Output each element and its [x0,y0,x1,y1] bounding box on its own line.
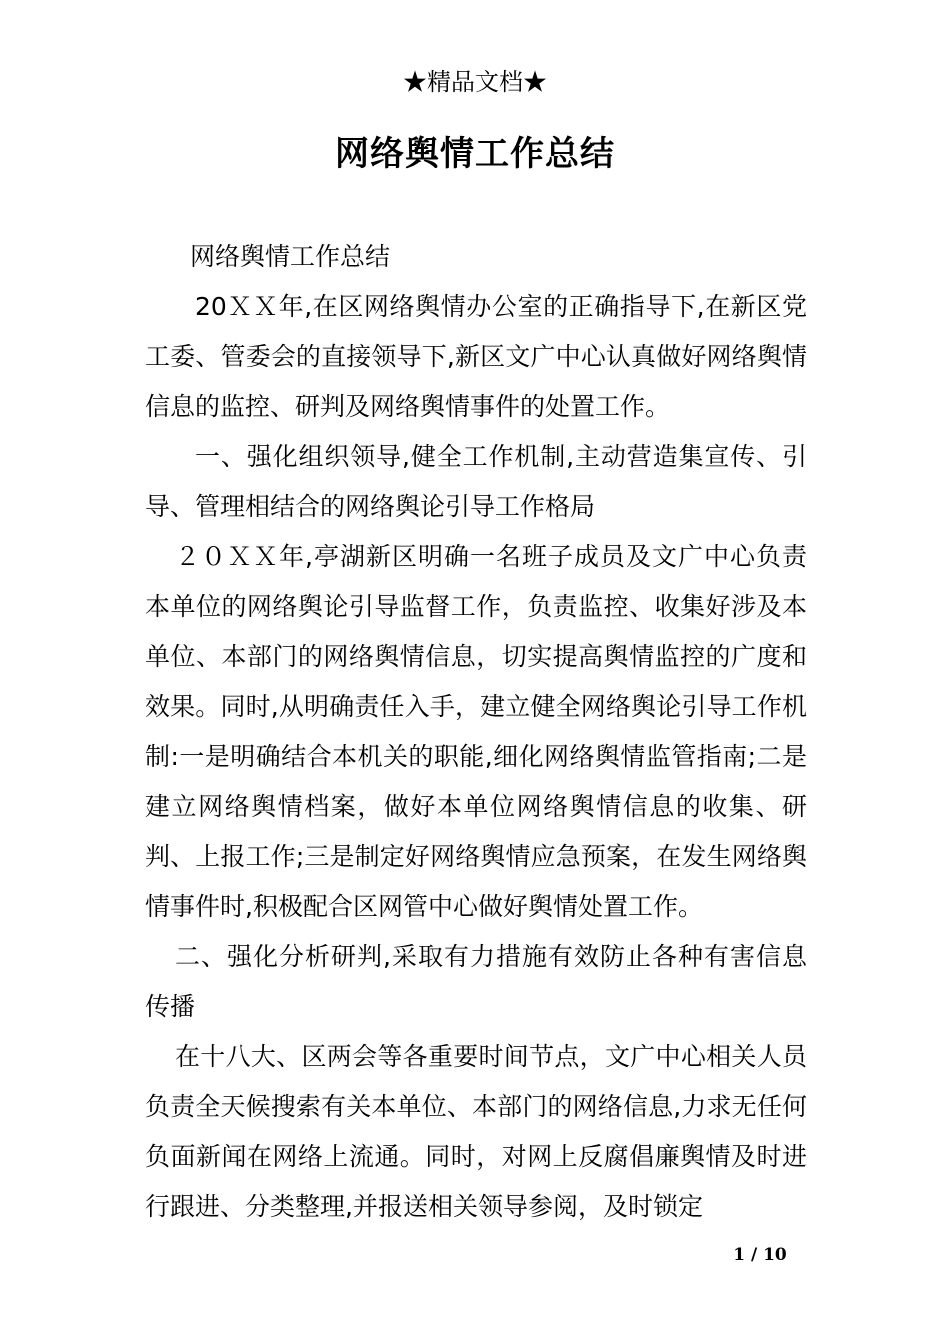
paragraph-section-1: ２０ＸＸ年,亭湖新区明确一名班子成员及文广中心负责本单位的网络舆论引导监督工作，负责监控、收集好涉及本单位、本部门的网络舆情信息，切实提高舆情监控的广度和效果。同时,从明确责任入手，建立健全网络舆论引导工作机制:一是明确结合本机关的职能,细化网络舆情监管指南;二是建立网络舆情档案，做好本单位网络舆情信息的收集、研判、上报工作;三是制定好网络舆情应急预案，在发生网络舆情事件时,积极配合区网管中心做好舆情处置工作。 [145,542,807,921]
paragraph-section-2: 在十八大、区两会等各重要时间节点，文广中心相关人员负责全天候搜索有关本单位、本部门的网络信息,力求无任何负面新闻在网络上流通。同时，对网上反腐倡廉舆情及时进行跟进、分类整理,并报送相关领导参阅，及时锁定 [145,1042,807,1221]
document-body [145,232,807,1232]
header-mark: ★精品文档★ [403,68,547,96]
body-subtitle: 网络舆情工作总结 [190,242,391,271]
paragraph-intro: 20ＸＸ年,在区网络舆情办公室的正确指导下,在新区党工委、管委会的直接领导下,新区文广中心认真做好网络舆情信息的监控、研判及网络舆情事件的处置工作。 [145,292,807,421]
section-heading-2: 二、强化分析研判,采取有力措施有效防止各种有害信息传播 [145,942,807,1021]
section-heading-1: 一、强化组织领导,健全工作机制,主动营造集宣传、引导、管理相结合的网络舆论引导工作格局 [145,442,807,521]
document-title: 网络舆情工作总结 [335,134,615,174]
page-number: 1 / 10 [733,1245,787,1265]
